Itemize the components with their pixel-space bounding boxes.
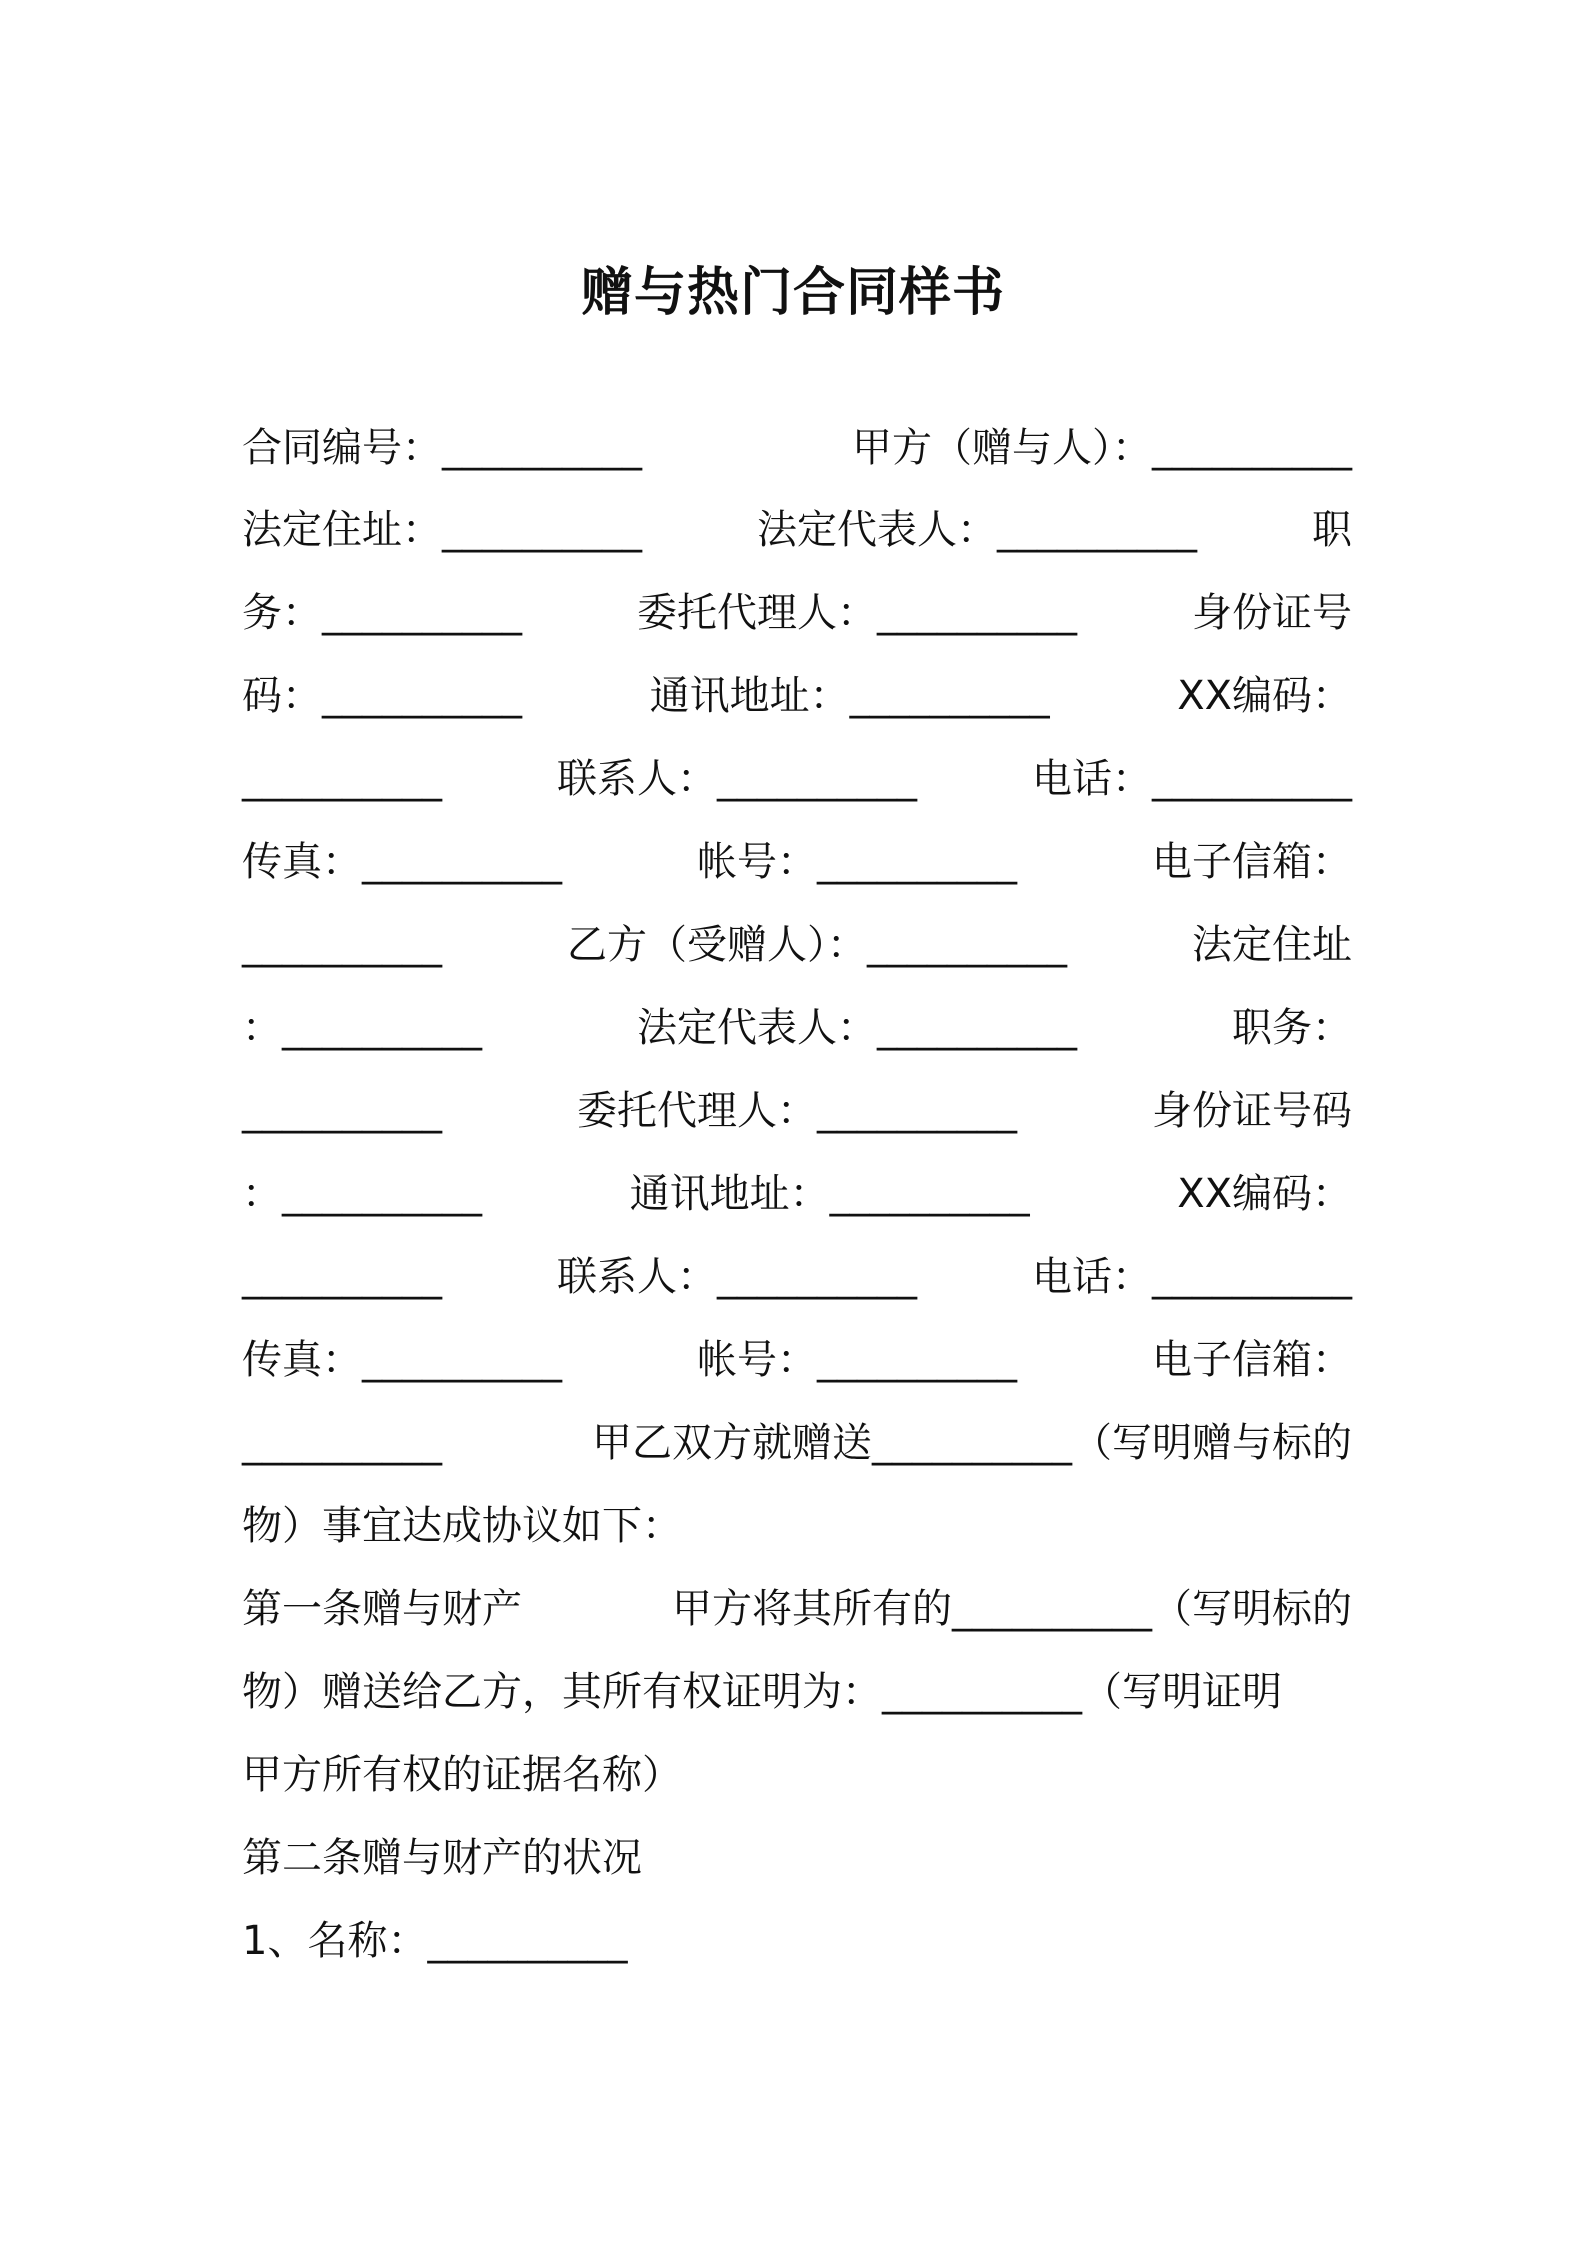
contract-line-14: [242, 1496, 1352, 1556]
contract-line-3: [242, 583, 1352, 643]
legal-representative-field: 法定代表人：__________: [757, 507, 1197, 553]
postal-code-blank: __________: [242, 756, 442, 802]
contract-line-19: [242, 1911, 1352, 1971]
position-label-start: 职: [1312, 507, 1352, 553]
legal-representative-field-b: 法定代表人：__________: [637, 1005, 1077, 1051]
item-name-field: 1、名称：__________: [242, 1918, 628, 1964]
fax-field: 传真：__________: [242, 839, 562, 885]
contract-line-9: [242, 1081, 1352, 1141]
article-one-text: 甲方将其所有的__________（写明标的: [672, 1586, 1352, 1632]
position-label-b: 职务：: [1232, 1005, 1352, 1051]
legal-address-field-b: ：__________: [242, 1005, 482, 1051]
contract-line-8: [242, 998, 1352, 1058]
contract-line-11: [242, 1247, 1352, 1307]
id-number-field-b: ：__________: [242, 1171, 482, 1217]
id-number-label-start: 身份证号: [1192, 590, 1352, 636]
agreement-intro: 物）事宜达成协议如下：: [242, 1503, 682, 1549]
id-number-field: 码：__________: [242, 673, 522, 719]
contact-field: 联系人：__________: [557, 756, 917, 802]
position-field: 务：__________: [242, 590, 522, 636]
phone-field-b: 电话：__________: [1032, 1254, 1352, 1300]
fax-field-b: 传真：__________: [242, 1337, 562, 1383]
contract-line-7: [242, 915, 1352, 975]
contract-line-5: [242, 749, 1352, 809]
contact-field-b: 联系人：__________: [557, 1254, 917, 1300]
page-title: 赠与热门合同样书: [580, 263, 1005, 323]
position-blank-b: __________: [242, 1088, 442, 1134]
legal-address-field: 法定住址：__________: [242, 507, 642, 553]
contract-line-2: [242, 500, 1352, 560]
contract-line-17: [242, 1745, 1352, 1805]
postal-code-blank-b: __________: [242, 1254, 442, 1300]
legal-address-label-b: 法定住址: [1192, 922, 1352, 968]
email-label: 电子信箱：: [1152, 839, 1352, 885]
email-label-b: 电子信箱：: [1152, 1337, 1352, 1383]
phone-field: 电话：__________: [1032, 756, 1352, 802]
contract-line-6: [242, 832, 1352, 892]
postal-code-label-b: XX编码：: [1177, 1171, 1352, 1217]
email-blank: __________: [242, 922, 442, 968]
contract-number-field: 合同编号：__________: [242, 425, 642, 471]
account-field-b: 帐号：__________: [697, 1337, 1017, 1383]
contract-line-15: [242, 1579, 1352, 1639]
agent-field: 委托代理人：__________: [637, 590, 1077, 636]
postal-code-label: XX编码：: [1177, 673, 1352, 719]
agent-field-b: 委托代理人：__________: [577, 1088, 1017, 1134]
contract-line-1: [242, 418, 1352, 478]
party-a-field: 甲方（赠与人）：__________: [852, 425, 1352, 471]
contract-line-16: [242, 1662, 1352, 1722]
article-two-heading: 第二条赠与财产的状况: [242, 1835, 642, 1881]
article-one-evidence: 甲方所有权的证据名称）: [242, 1752, 682, 1798]
contract-line-10: [242, 1164, 1352, 1224]
party-b-field: 乙方（受赠人）：__________: [567, 922, 1067, 968]
email-blank-b: __________: [242, 1420, 442, 1466]
account-field: 帐号：__________: [697, 839, 1017, 885]
article-one-ownership: 物）赠送给乙方，其所有权证明为：__________（写明证明: [242, 1669, 1282, 1715]
mailing-address-field: 通讯地址：__________: [649, 673, 1050, 719]
mailing-address-field-b: 通讯地址：__________: [629, 1171, 1030, 1217]
contract-line-4: [242, 666, 1352, 726]
gift-subject-sentence: 甲乙双方就赠送__________（写明赠与标的: [592, 1420, 1352, 1466]
id-number-label-b: 身份证号码: [1152, 1088, 1352, 1134]
contract-line-12: [242, 1330, 1352, 1390]
contract-line-13: [242, 1413, 1352, 1473]
contract-line-18: [242, 1828, 1352, 1888]
article-one-heading: 第一条赠与财产: [242, 1586, 522, 1632]
